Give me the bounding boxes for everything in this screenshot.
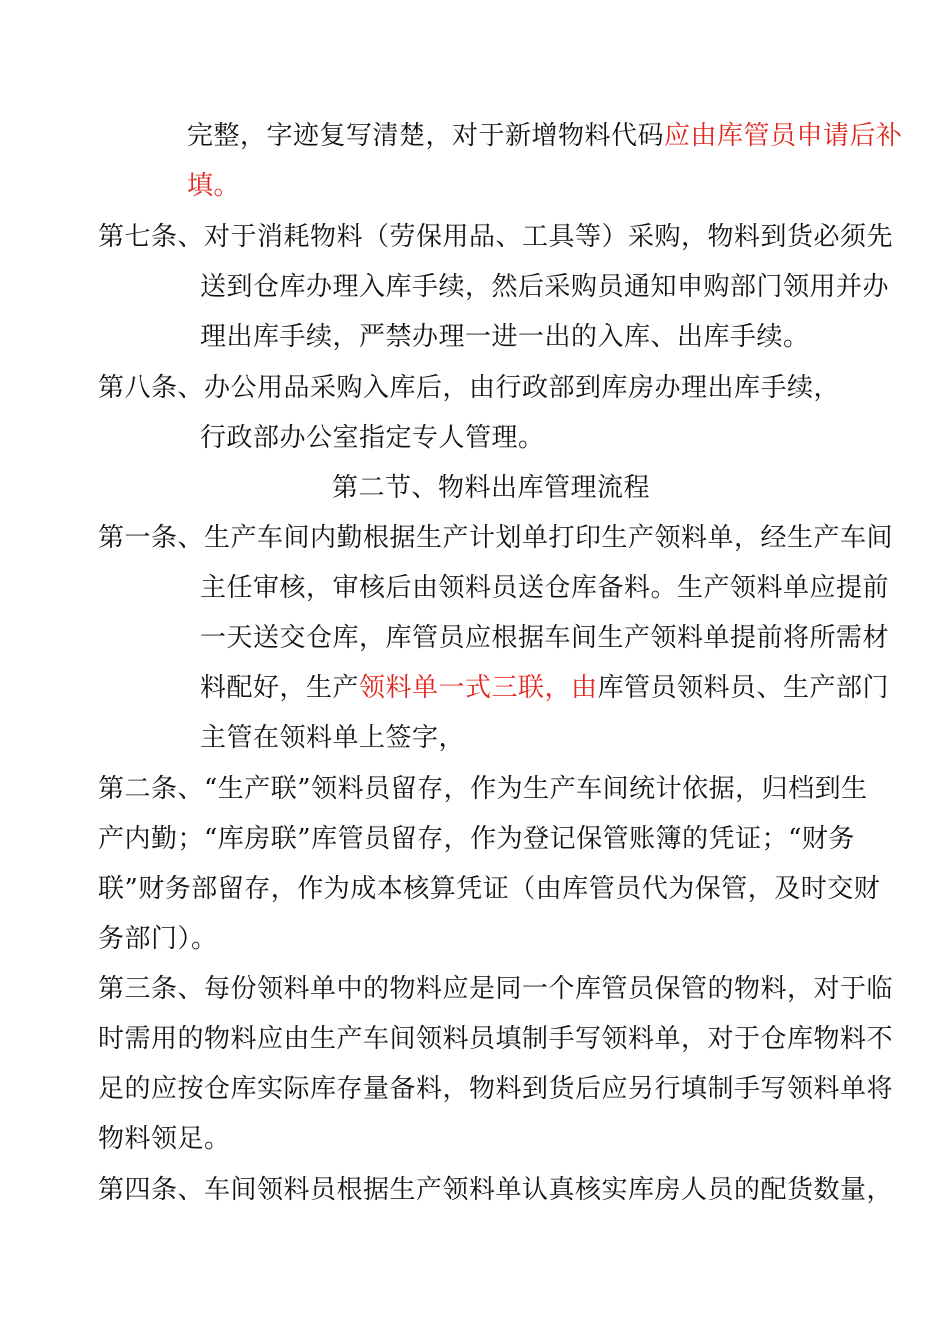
s2-article-3-line-4: 物料领足。 <box>98 1124 231 1154</box>
s2-article-1-line-3: 一天送交仓库，库管员应根据车间生产领料单提前将所需材 <box>200 623 890 653</box>
s2-article-1-text-a: 料配好，生产 <box>200 673 360 703</box>
s2-article-4-line-1: 第四条、车间领料员根据生产领料单认真核实库房人员的配货数量， <box>98 1175 894 1205</box>
s2-article-2-line-1: 第二条、“生产联”领料员留存，作为生产车间统计依据，归档到生 <box>98 774 868 804</box>
s2-article-2-line-3: 联”财务部留存，作为成本核算凭证（由库管员代为保管，及时交财 <box>98 874 881 904</box>
article-8-line-1: 第八条、办公用品采购入库后，由行政部到库房办理出库手续， <box>98 373 841 403</box>
section-heading-text: 第二节、物料出库管理流程 <box>331 473 650 503</box>
s2-article-1-highlight: 领料单一式三联，由 <box>359 673 598 703</box>
article-7-line-1: 第七条、对于消耗物料（劳保用品、工具等）采购，物料到货必须先 <box>98 222 894 252</box>
continued-item-line-1 <box>187 111 903 161</box>
s2-article-1-line-5: 主管在领料单上签字， <box>200 723 466 753</box>
s2-article-1-line-4 <box>200 663 889 713</box>
s2-article-2-line-2: 产内勤；“库房联”库管员留存，作为登记保管账簿的凭证；“财务 <box>98 824 855 854</box>
s2-article-1-line-1: 第一条、生产车间内勤根据生产计划单打印生产领料单，经生产车间 <box>98 523 894 553</box>
s2-article-3-line-1: 第三条、每份领料单中的物料应是同一个库管员保管的物料，对于临 <box>98 974 894 1004</box>
continued-item-highlight: 应由库管员申请后补 <box>664 121 903 151</box>
section-heading <box>0 463 950 513</box>
s2-article-1-line-2: 主任审核，审核后由领料员送仓库备料。生产领料单应提前 <box>200 573 890 603</box>
article-7-line-2: 送到仓库办理入库手续，然后采购员通知申购部门领用并办 <box>200 272 890 302</box>
continued-item-line-2: 填。 <box>187 171 241 201</box>
s2-article-3-line-2: 时需用的物料应由生产车间领料员填制手写领料单，对于仓库物料不 <box>98 1024 894 1054</box>
s2-article-2-line-4: 务部门）。 <box>98 924 218 954</box>
s2-article-3-line-3: 足的应按仓库实际库存量备料，物料到货后应另行填制手写领料单将 <box>98 1074 894 1104</box>
article-8-line-2: 行政部办公室指定专人管理。 <box>200 423 545 453</box>
article-7-line-3: 理出库手续，严禁办理一进一出的入库、出库手续。 <box>200 322 810 352</box>
continued-item-text: 完整，字迹复写清楚，对于新增物料代码 <box>187 121 665 151</box>
s2-article-1-text-b: 库管员领料员、生产部门 <box>597 673 890 703</box>
